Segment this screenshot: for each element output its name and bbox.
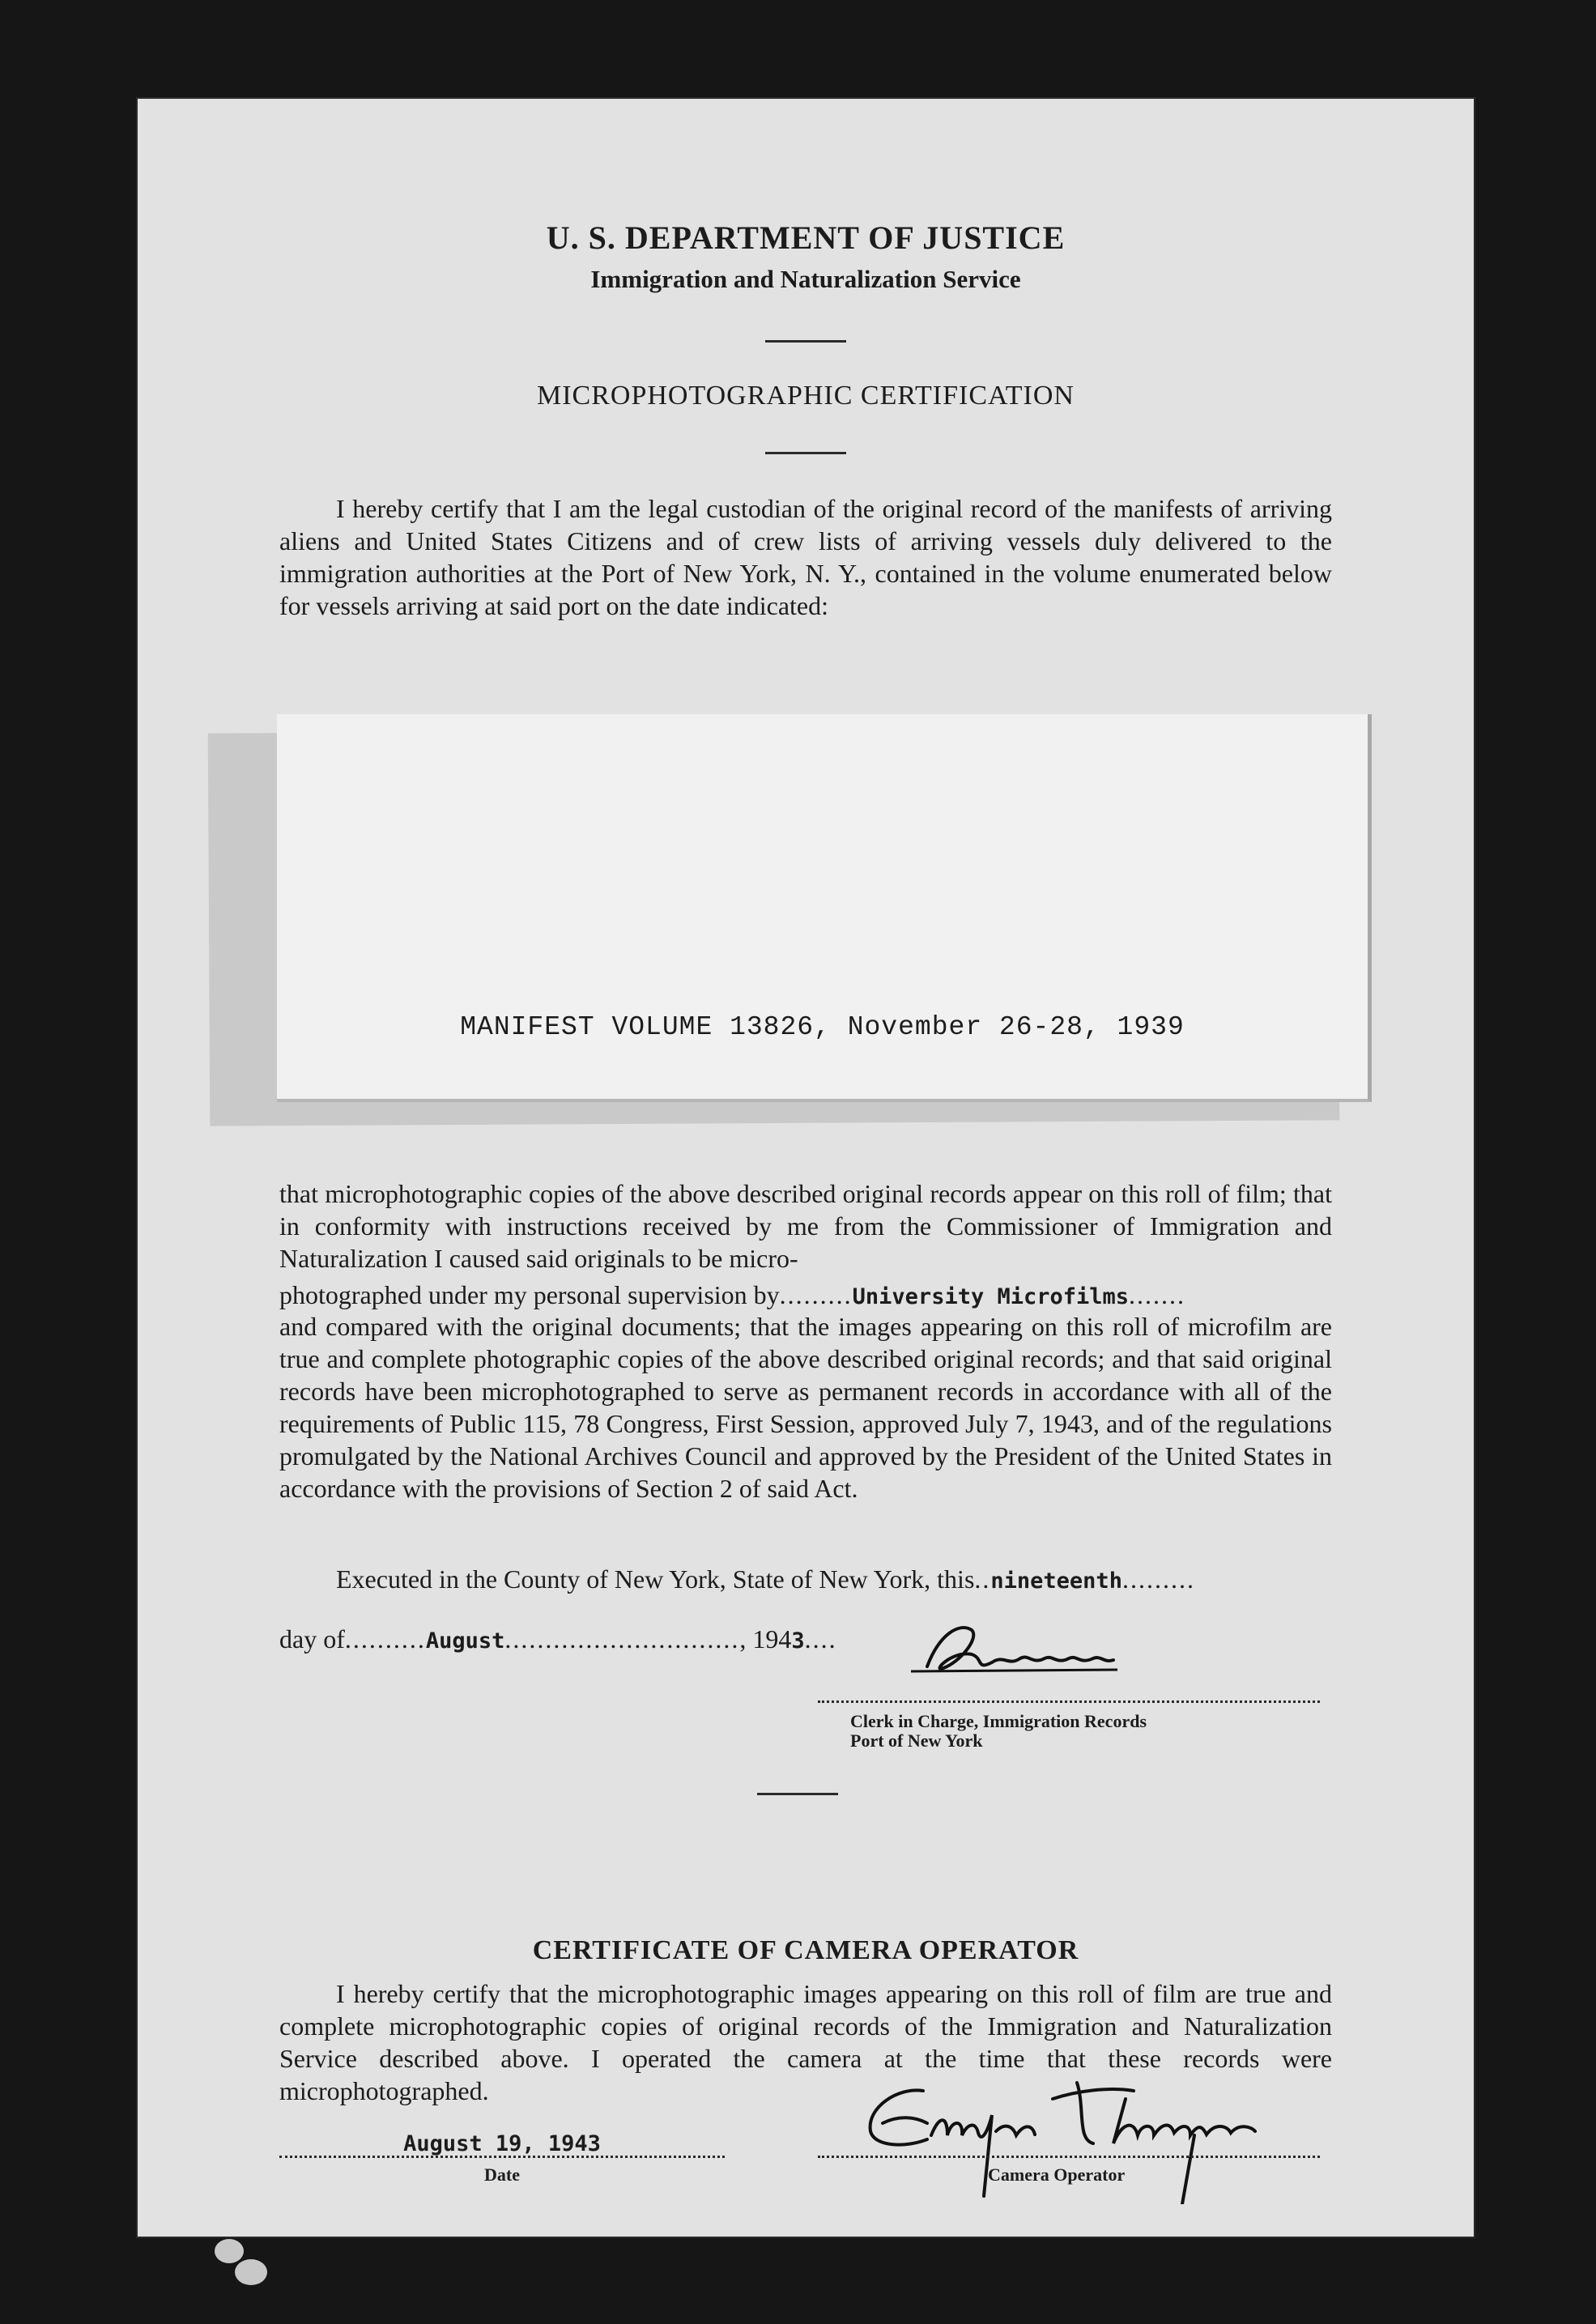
date-line: day of..........August............................., 1943.... xyxy=(279,1624,837,1654)
certificate-page xyxy=(138,99,1474,2237)
department-heading: U. S. DEPARTMENT OF JUSTICE xyxy=(546,219,1066,256)
divider-rule xyxy=(765,340,846,343)
operator-signature-line xyxy=(818,2156,1320,2158)
photographed-prefix: photographed under my personal supervision by xyxy=(279,1280,780,1309)
day-of-label: day of xyxy=(279,1624,345,1654)
film-blemish xyxy=(235,2259,267,2285)
intro-paragraph: I hereby certify that I am the legal custodian of the original record of the manifests of arriving aliens and United States Citizens and of crew lists of arriving vessels duly delivered to the immigration authorities at the Port of New York, N. Y., contained in the volume enumerated below for vessels arriving at said port on the date indicated: xyxy=(279,494,1332,620)
manifest-volume-text: MANIFEST VOLUME 13826, November 26-28, 1939 xyxy=(460,1012,1185,1042)
clerk-title-line-1: Clerk in Charge, Immigration Records xyxy=(850,1711,1147,1731)
clerk-title xyxy=(850,1712,1304,1751)
photographer-line: photographed under my personal supervision by.........University Microfilms....... xyxy=(279,1280,1186,1309)
executed-prefix: Executed in the County of New York, State of New York, this xyxy=(336,1564,975,1594)
executed-line: Executed in the County of New York, State of New York, this..nineteenth......... xyxy=(336,1564,1195,1594)
camera-certificate-heading: CERTIFICATE OF CAMERA OPERATOR xyxy=(532,1935,1079,1965)
camera-date-value: August 19, 1943 xyxy=(403,2131,601,2156)
service-subheading: Immigration and Naturalization Service xyxy=(590,265,1021,293)
divider-rule xyxy=(757,1793,838,1795)
month-value: August xyxy=(425,1628,505,1654)
camera-certificate-text: I hereby certify that the microphotographic images appearing on this roll of film are true and complete microphotographic copies of original records of the Immigration and Naturalization Service described above. I operated the camera at the time that these records were microphotographed. xyxy=(279,1979,1332,2105)
body-paragraph-1: that microphotographic copies of the above described original records appear on this roll of film; that in conformity with instructions received by me from the Commissioner of Immigration and Naturalization I caused said originals to be micro- xyxy=(279,1179,1332,1273)
camera-date-label: Date xyxy=(484,2164,520,2185)
executed-day-value: nineteenth xyxy=(990,1568,1122,1594)
film-blemish xyxy=(215,2239,244,2263)
body-paragraph-2: and compared with the original documents; that the images appearing on this roll of microfilm are true and complete photographic copies of the above described original records; and that said original records have been microphotographed to serve as permanent records in accordance with all of the requirements of Public 115, 78 Congress, First Session, approved July 7, 1943, and of the regulations promulgated by the National Archives Council and approved by the President of the United States in accordance with the provisions of Section 2 of said Act. xyxy=(279,1312,1332,1503)
divider-rule xyxy=(765,452,846,454)
year-digit-value: 3 xyxy=(791,1628,805,1654)
manifest-slip xyxy=(277,714,1372,1102)
clerk-signature-line xyxy=(818,1700,1320,1703)
year-prefix: , 194 xyxy=(739,1624,792,1654)
certification-title: MICROPHOTOGRAPHIC CERTIFICATION xyxy=(536,381,1075,411)
photographer-value: University Microfilms xyxy=(852,1284,1130,1309)
clerk-signature xyxy=(895,1618,1121,1683)
clerk-title-line-2: Port of New York xyxy=(850,1730,983,1751)
camera-date-line xyxy=(279,2156,725,2158)
operator-label: Camera Operator xyxy=(988,2164,1126,2185)
